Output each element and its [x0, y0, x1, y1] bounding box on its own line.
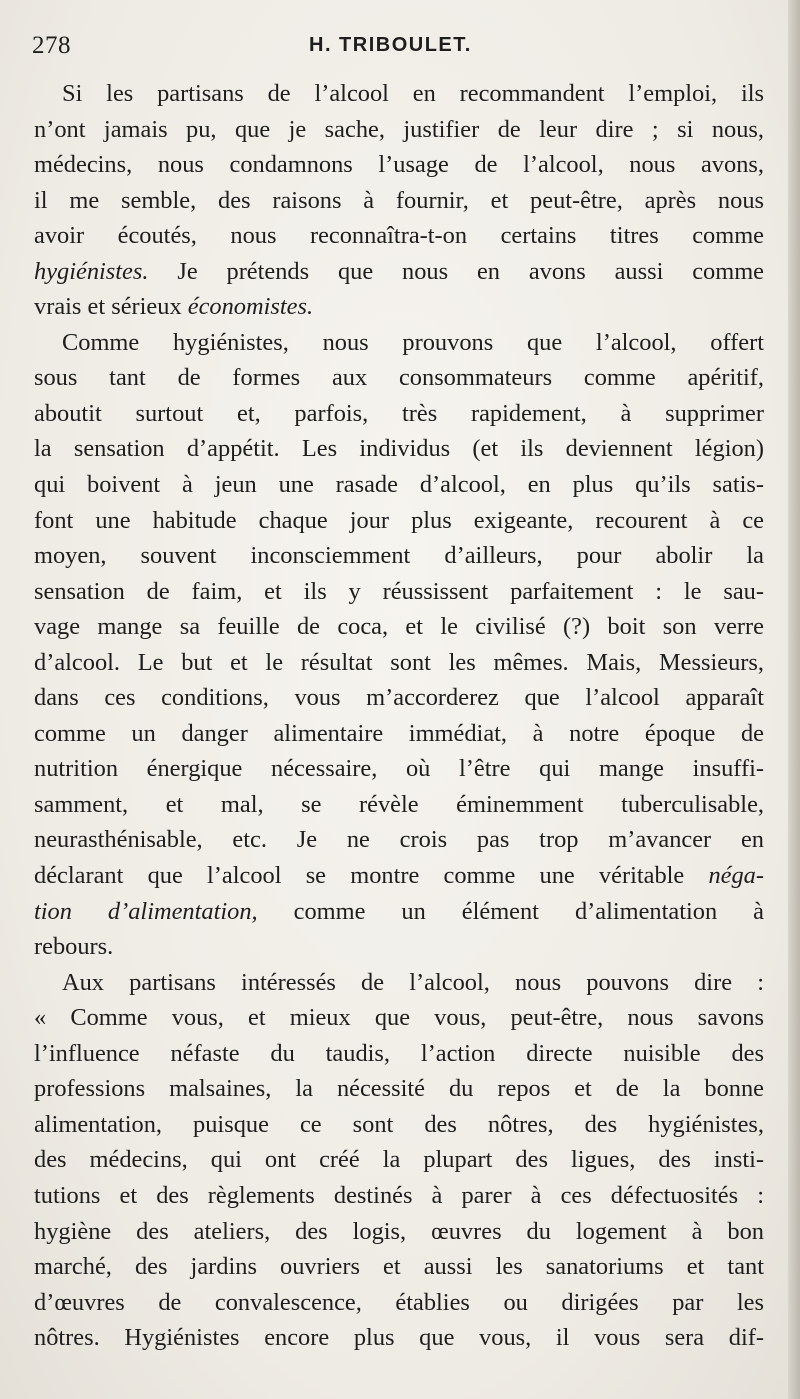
text-line: [34, 503, 764, 539]
italic-text: tion d’alimentation,: [34, 897, 258, 925]
text-segment: hygiène des ateliers, des logis, œuvres du logement à bon: [34, 1217, 764, 1245]
text-segment: sous tant de formes aux consommateurs comme apéritif,: [34, 364, 764, 392]
text-segment: comme un danger alimentaire immédiat, à notre époque de: [34, 719, 764, 747]
text-segment: comme un élément d’alimentation à: [257, 897, 764, 925]
text-segment: vrais et sérieux: [34, 293, 188, 321]
text-segment: Si les partisans de l’alcool en recommandent l’emploi, ils: [62, 80, 764, 107]
text-line: [34, 1036, 764, 1072]
text-line: [34, 1178, 764, 1214]
text-line: [34, 325, 764, 361]
text-line: [34, 858, 764, 894]
italic-text: hygiénistes.: [34, 257, 149, 285]
text-segment: marché, des jardins ouvriers et aussi les sanatoriums et tant: [34, 1253, 764, 1281]
text-segment: professions malsaines, la nécessité du repos et de la bonne: [34, 1075, 764, 1103]
text-segment: d’œuvres de convalescence, établies ou dirigées par les: [34, 1288, 764, 1316]
text-line: [34, 218, 764, 254]
text-line: [34, 645, 764, 681]
text-line: [34, 1285, 764, 1321]
text-segment: n’ont jamais pu, que je sache, justifier de leur dire ; si nous,: [34, 115, 764, 143]
text-line: [34, 360, 764, 396]
text-segment: nôtres. Hygiénistes encore plus que vous, il vous sera dif-: [34, 1324, 764, 1352]
page-gutter-shadow: [788, 0, 800, 1399]
text-segment: la sensation d’appétit. Les individus (et ils deviennent légion): [34, 435, 764, 463]
text-segment: Comme hygiénistes, nous prouvons que l’alcool, offert: [62, 328, 764, 356]
text-segment: des médecins, qui ont créé la plupart des ligues, des insti-: [34, 1146, 764, 1174]
text-segment: moyen, souvent inconsciemment d’ailleurs, pour abolir la: [34, 542, 764, 570]
text-segment: samment, et mal, se révèle éminemment tuberculisable,: [34, 790, 764, 818]
text-line: [34, 822, 764, 858]
text-line: [34, 1000, 764, 1036]
text-segment: rebours.: [34, 933, 114, 961]
text-line: [34, 1320, 764, 1356]
text-line: [34, 147, 764, 183]
text-line: [34, 574, 764, 610]
text-line: [34, 894, 764, 930]
text-segment: sensation de faim, et ils y réussissent parfaitement : le sau-: [34, 577, 764, 605]
text-segment: neurasthénisable, etc. Je ne crois pas trop m’avancer en: [34, 826, 764, 854]
text-line: [34, 289, 764, 325]
text-segment: il me semble, des raisons à fournir, et peut-être, après nous: [34, 186, 764, 214]
text-segment: avoir écoutés, nous reconnaîtra-t-on certains titres comme: [34, 222, 764, 250]
page-header: [32, 32, 760, 72]
page-number: 278: [32, 32, 71, 59]
text-line: [34, 751, 764, 787]
text-segment: dans ces conditions, vous m’accorderez que l’alcool apparaît: [34, 684, 764, 712]
text-line: [34, 112, 764, 148]
text-segment: tutions et des règlements destinés à parer à ces défectuosités :: [34, 1181, 764, 1209]
body-text: [34, 76, 764, 1356]
text-segment: médecins, nous condamnons l’usage de l’alcool, nous avons,: [34, 151, 764, 179]
text-line: [34, 396, 764, 432]
text-line: [34, 609, 764, 645]
text-segment: l’influence néfaste du taudis, l’action directe nuisible des: [34, 1039, 764, 1067]
text-line: [34, 1071, 764, 1107]
text-line: [34, 716, 764, 752]
text-segment: aboutit surtout et, parfois, très rapidement, à supprimer: [34, 399, 764, 427]
text-line: [34, 787, 764, 823]
text-line: [34, 1142, 764, 1178]
running-head: H. TRIBOULET.: [309, 34, 472, 56]
text-line: [34, 76, 764, 112]
text-line: [34, 965, 764, 1001]
text-line: [34, 538, 764, 574]
text-segment: Je prétends que nous en avons aussi comme: [148, 257, 764, 285]
text-line: [34, 929, 764, 965]
text-segment: d’alcool. Le but et le résultat sont les mêmes. Mais, Messieurs,: [34, 648, 764, 676]
text-line: [34, 1249, 764, 1285]
italic-text: économistes.: [187, 293, 314, 321]
text-segment: « Comme vous, et mieux que vous, peut-être, nous savons: [34, 1004, 764, 1032]
text-line: [34, 254, 764, 290]
text-segment: vage mange sa feuille de coca, et le civilisé (?) boit son verre: [34, 613, 764, 641]
text-line: [34, 1214, 764, 1250]
text-segment: nutrition énergique nécessaire, où l’être qui mange insuffi-: [34, 755, 764, 783]
text-segment: qui boivent à jeun une rasade d’alcool, en plus qu’ils satis-: [34, 471, 764, 499]
text-segment: Aux partisans intéressés de l’alcool, nous pouvons dire :: [62, 968, 764, 996]
italic-text: néga-: [708, 862, 764, 890]
text-segment: font une habitude chaque jour plus exigeante, recourent à ce: [34, 506, 764, 534]
text-line: [34, 183, 764, 219]
text-line: [34, 1107, 764, 1143]
text-line: [34, 431, 764, 467]
text-line: [34, 680, 764, 716]
text-segment: alimentation, puisque ce sont des nôtres, des hygiénistes,: [34, 1110, 764, 1138]
text-line: [34, 467, 764, 503]
text-segment: déclarant que l’alcool se montre comme une véritable: [34, 862, 709, 890]
